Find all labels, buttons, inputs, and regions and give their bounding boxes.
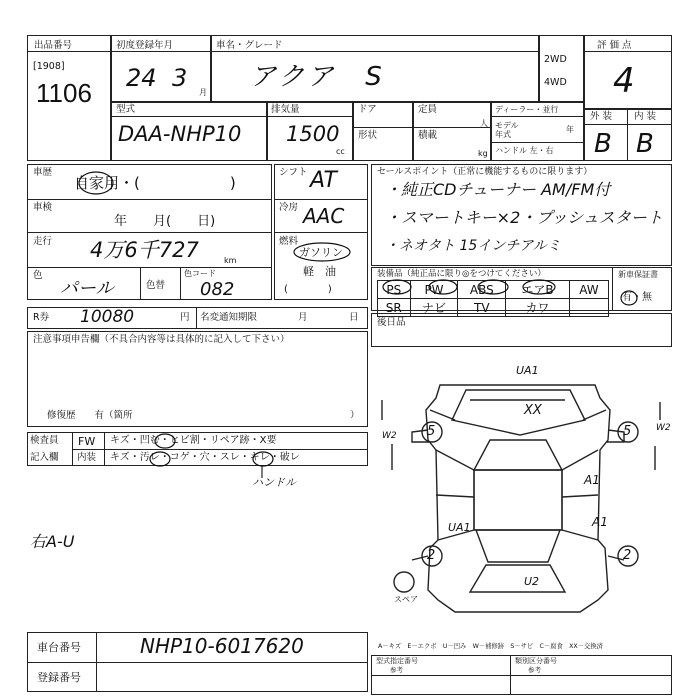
equip-leather: カワ: [506, 299, 570, 317]
legend-box2-sub: 参考: [528, 666, 541, 674]
tire-rear-right: 2: [623, 548, 632, 563]
shift-label: シフト: [279, 167, 308, 178]
tire-rear-left: 2: [427, 548, 436, 563]
due-month: 月: [298, 312, 308, 323]
tire-front-left: 5: [427, 424, 436, 439]
color-change-label: 色替: [146, 280, 166, 291]
int-label: 内 装: [634, 111, 657, 122]
history-value: 自家用・( ): [74, 174, 236, 192]
selling-line-2: ・スマートキー×2・プッシュスタート: [385, 208, 663, 227]
legend-box2: 類別区分番号: [515, 657, 557, 665]
diag-a1-right: A1: [584, 473, 600, 487]
equip-abs: ABS: [458, 281, 506, 299]
ac-value: AAC: [303, 204, 345, 228]
inspector-note: 右A-U: [30, 532, 75, 551]
color-code-label: 色コード: [184, 269, 216, 278]
lot-number: 1106: [36, 78, 92, 108]
diag-ua1-mid: UA1: [448, 521, 471, 534]
capacity-label: 定員: [418, 104, 438, 115]
due-label: 名変通知期限: [200, 312, 258, 323]
repair-end: ）: [350, 410, 360, 421]
selling-label: セールスポイント（正常に機能するものに限ります）: [377, 167, 593, 177]
repair-label: 修復歴 有（箇所: [47, 410, 133, 421]
warranty-label: 新車保証書: [618, 270, 658, 279]
shaken-label: 車検: [33, 202, 53, 213]
drive-2wd: 2WD: [544, 54, 567, 65]
equipment-label: 装備品（純正品に限り◎をつけてください）: [377, 269, 546, 279]
equip-tv: TV: [458, 299, 506, 317]
reg-label: 初度登録年月: [116, 40, 174, 51]
notes-label: 注意事項申告欄（不具合内容等は具体的に記入して下さい）: [33, 334, 290, 345]
capacity-unit: 人: [480, 119, 488, 128]
legend-text: A－キズ E－エクボ U－凹み W－補修跡 S－サビ C－腐食 XX－交換済: [378, 643, 603, 650]
int-items-label: 内装: [77, 452, 97, 463]
reg-number-label: 登録番号: [37, 671, 81, 684]
model-year-label: モデル 年式: [495, 121, 519, 139]
chassis-label: 車台番号: [37, 641, 81, 654]
selling-line-3: ・ネオタト 15インチアルミ: [385, 238, 561, 254]
fw-items: キズ・凹む・ヒビ割・リペア跡・X要: [110, 435, 277, 446]
recycle-label: R券: [33, 312, 50, 323]
name-label: 車名・グレード: [216, 40, 283, 51]
diag-ua1-top: UA1: [516, 364, 539, 377]
car-name: アクア S: [250, 62, 385, 92]
dealer-label: ディーラー・並行: [495, 105, 559, 114]
color-code-value: 082: [200, 279, 235, 300]
diag-w2-right: W2: [656, 423, 671, 433]
due-day: 日: [349, 312, 359, 323]
history-label: 車歴: [33, 167, 53, 178]
score-label: 評 価 点: [597, 40, 632, 51]
fuel-label: 燃料: [279, 236, 299, 247]
diag-u2: U2: [524, 575, 540, 588]
shaken-value: 年 月( 日): [114, 214, 216, 229]
drive-4wd: 4WD: [544, 77, 567, 88]
selling-line-1: ・純正CDチューナー AM/FM付: [385, 180, 611, 199]
ext-label: 外 装: [590, 111, 613, 122]
score-value: 4: [613, 61, 635, 101]
diag-xx: XX: [524, 403, 542, 418]
equip-airbag: エアB: [506, 281, 570, 299]
equip-ps: PS: [378, 281, 411, 299]
warranty-value: 有・無: [622, 292, 652, 303]
legend-box1-sub: 参考: [390, 666, 403, 674]
cc-value: 1500: [286, 122, 340, 146]
cc-unit: cc: [336, 147, 345, 156]
equip-pw: PW: [410, 281, 458, 299]
reg-month-unit: 月: [199, 88, 207, 97]
equip-sr: SR: [378, 299, 411, 317]
chassis-value: NHP10-6017620: [140, 634, 304, 658]
cc-label: 排気量: [271, 104, 300, 115]
reg-month: 3: [172, 64, 188, 92]
recycle-value: 10080: [80, 307, 135, 327]
model-value: DAA-NHP10: [118, 122, 242, 146]
load-label: 積載: [418, 130, 438, 141]
ext-value: B: [594, 129, 612, 159]
load-unit: kg: [478, 149, 488, 158]
handle-note: ハンドル: [252, 476, 296, 489]
fuel-other: ( ): [284, 284, 332, 295]
inspector-label-2: 記入欄: [30, 452, 59, 463]
door-label: ドア: [358, 104, 377, 115]
diag-w2-left: W2: [382, 431, 397, 441]
inspector-label-1: 検査員: [30, 435, 59, 446]
mileage-value: 4万6千727: [90, 238, 199, 262]
legend-box1: 型式指定番号: [376, 657, 418, 665]
model-label: 型式: [116, 104, 136, 115]
int-value: B: [636, 129, 654, 159]
fw-label: FW: [78, 435, 96, 448]
int-items: キズ・汚レ・コゲ・穴・スレ・キレ・破レ: [110, 452, 300, 463]
shift-value: AT: [310, 168, 337, 193]
lot-sub: [1908]: [33, 61, 65, 72]
mileage-label: 走行: [33, 236, 53, 247]
equip-navi: ナビ: [410, 299, 458, 317]
equip-aw: AW: [569, 281, 608, 299]
lot-label: 出品番号: [34, 40, 73, 51]
ac-label: 冷房: [279, 202, 299, 213]
tire-front-right: 5: [623, 424, 632, 439]
fuel-diesel: 軽 油: [303, 265, 336, 278]
spare-label: スペア: [394, 595, 418, 604]
reg-year: 24: [126, 64, 157, 92]
recycle-unit: 円: [180, 312, 190, 323]
color-value: パール: [60, 278, 114, 299]
diag-a1-bottom: A1: [592, 515, 608, 529]
color-label: 色: [33, 270, 43, 281]
shape-label: 形状: [358, 130, 378, 141]
fuel-gas: ガソリン: [299, 246, 343, 259]
mileage-unit: km: [224, 256, 237, 265]
handle-label: ハンドル 左・右: [495, 146, 554, 155]
model-year-unit: 年: [566, 125, 574, 134]
after-label: 後日品: [377, 317, 406, 328]
